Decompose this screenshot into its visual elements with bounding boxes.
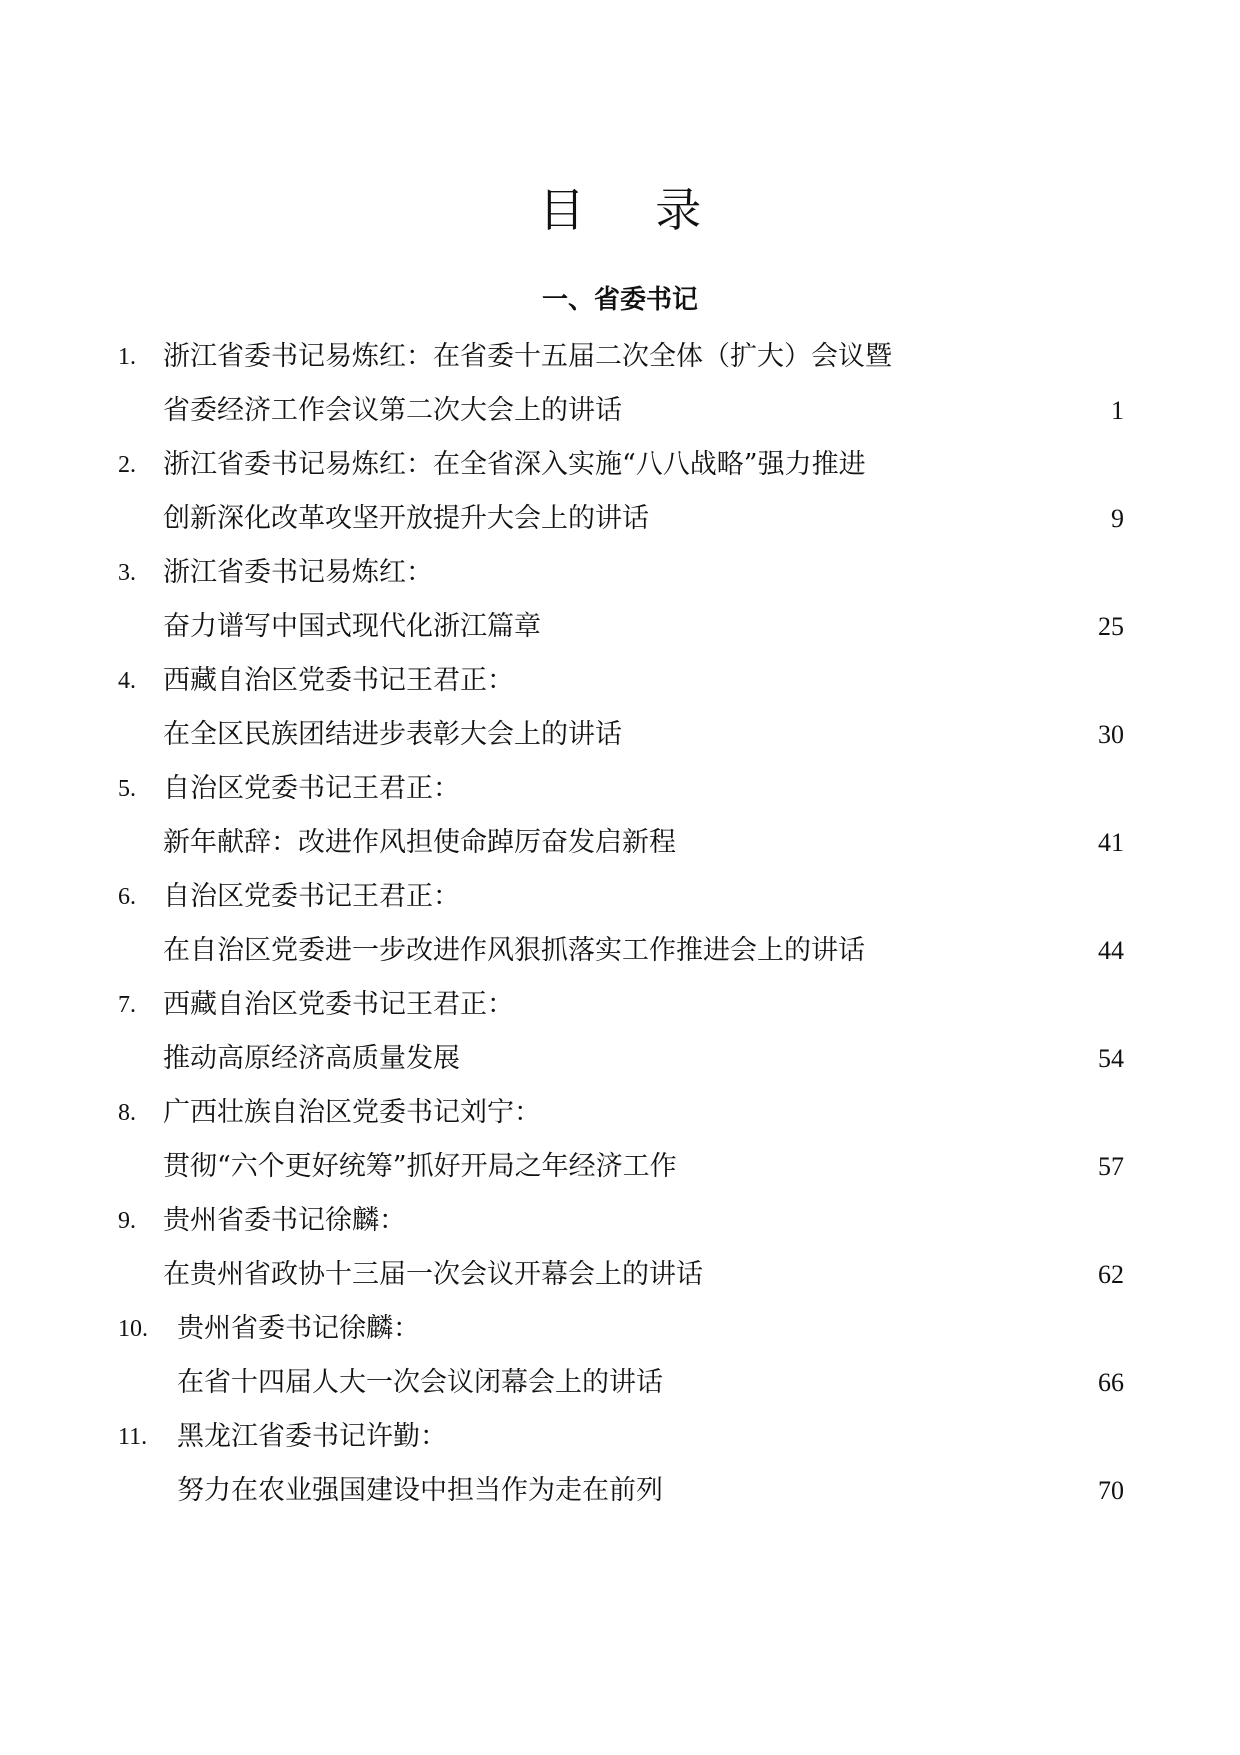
entry-title-line1[interactable]: 浙江省委书记易炼红：在全省深入实施“八八战略”强力推进	[163, 449, 866, 480]
entry-page-number: 41	[1098, 828, 1124, 857]
entry-number: 2.	[118, 452, 136, 478]
entry-title-line1[interactable]: 黑龙江省委书记许勤：	[177, 1421, 447, 1452]
toc-entry[interactable]	[0, 978, 1240, 1086]
toc-entry[interactable]	[0, 654, 1240, 762]
entry-number: 9.	[118, 1208, 136, 1234]
entry-title-line2[interactable]: 努力在农业强国建设中担当作为走在前列	[177, 1475, 663, 1506]
entry-title-line1[interactable]: 贵州省委书记徐麟：	[177, 1313, 420, 1344]
entry-title-line2[interactable]: 在自治区党委进一步改进作风狠抓落实工作推进会上的讲话	[163, 935, 865, 966]
entry-number: 6.	[118, 884, 136, 910]
entry-number: 3.	[118, 560, 136, 586]
entry-title-line2[interactable]: 新年献辞：改进作风担使命踔厉奋发启新程	[163, 827, 676, 858]
entry-number: 7.	[118, 992, 136, 1018]
entry-title-line2[interactable]: 在全区民族团结进步表彰大会上的讲话	[163, 719, 622, 750]
entry-title-line1[interactable]: 西藏自治区党委书记王君正：	[163, 665, 514, 696]
toc-entry[interactable]	[0, 546, 1240, 654]
table-of-contents	[0, 330, 1240, 1518]
entry-number: 10.	[118, 1316, 148, 1342]
entry-title-line1[interactable]: 广西壮族自治区党委书记刘宁：	[163, 1097, 541, 1128]
entry-number: 1.	[118, 344, 136, 370]
entry-page-number: 25	[1098, 612, 1124, 641]
entry-title-line1[interactable]: 浙江省委书记易炼红：在省委十五届二次全体（扩大）会议暨	[163, 341, 892, 372]
entry-number: 4.	[118, 668, 136, 694]
entry-title-line1[interactable]: 贵州省委书记徐麟：	[163, 1205, 406, 1236]
toc-entry[interactable]	[0, 330, 1240, 438]
entry-page-number: 1	[1111, 396, 1124, 425]
entry-page-number: 62	[1098, 1260, 1124, 1289]
toc-entry[interactable]	[0, 438, 1240, 546]
entry-title-line2[interactable]: 在贵州省政协十三届一次会议开幕会上的讲话	[163, 1259, 703, 1290]
toc-entry[interactable]	[0, 762, 1240, 870]
page-title: 目 录	[538, 183, 730, 237]
entry-page-number: 66	[1098, 1368, 1124, 1397]
entry-number: 5.	[118, 776, 136, 802]
entry-title-line1[interactable]: 自治区党委书记王君正：	[163, 881, 460, 912]
entry-page-number: 70	[1098, 1476, 1124, 1505]
entry-page-number: 54	[1098, 1044, 1124, 1073]
entry-title-line2[interactable]: 推动高原经济高质量发展	[163, 1043, 460, 1074]
entry-page-number: 57	[1098, 1152, 1124, 1181]
toc-entry[interactable]	[0, 1194, 1240, 1302]
entry-number: 8.	[118, 1100, 136, 1126]
entry-title-line1[interactable]: 西藏自治区党委书记王君正：	[163, 989, 514, 1020]
entry-title-line2[interactable]: 省委经济工作会议第二次大会上的讲话	[163, 395, 622, 426]
entry-title-line1[interactable]: 自治区党委书记王君正：	[163, 773, 460, 804]
entry-page-number: 9	[1111, 504, 1124, 533]
entry-title-line1[interactable]: 浙江省委书记易炼红：	[163, 557, 433, 588]
toc-entry[interactable]	[0, 1410, 1240, 1518]
entry-page-number: 30	[1098, 720, 1124, 749]
entry-number: 11.	[118, 1424, 148, 1450]
toc-entry[interactable]	[0, 870, 1240, 978]
entry-title-line2[interactable]: 奋力谱写中国式现代化浙江篇章	[163, 611, 541, 642]
entry-title-line2[interactable]: 贯彻“六个更好统筹”抓好开局之年经济工作	[163, 1151, 677, 1182]
toc-entry[interactable]	[0, 1086, 1240, 1194]
section-heading: 一、省委书记	[541, 285, 698, 315]
entry-title-line2[interactable]: 创新深化改革攻坚开放提升大会上的讲话	[163, 503, 649, 534]
toc-entry[interactable]	[0, 1302, 1240, 1410]
entry-page-number: 44	[1098, 936, 1124, 965]
entry-title-line2[interactable]: 在省十四届人大一次会议闭幕会上的讲话	[177, 1367, 663, 1398]
